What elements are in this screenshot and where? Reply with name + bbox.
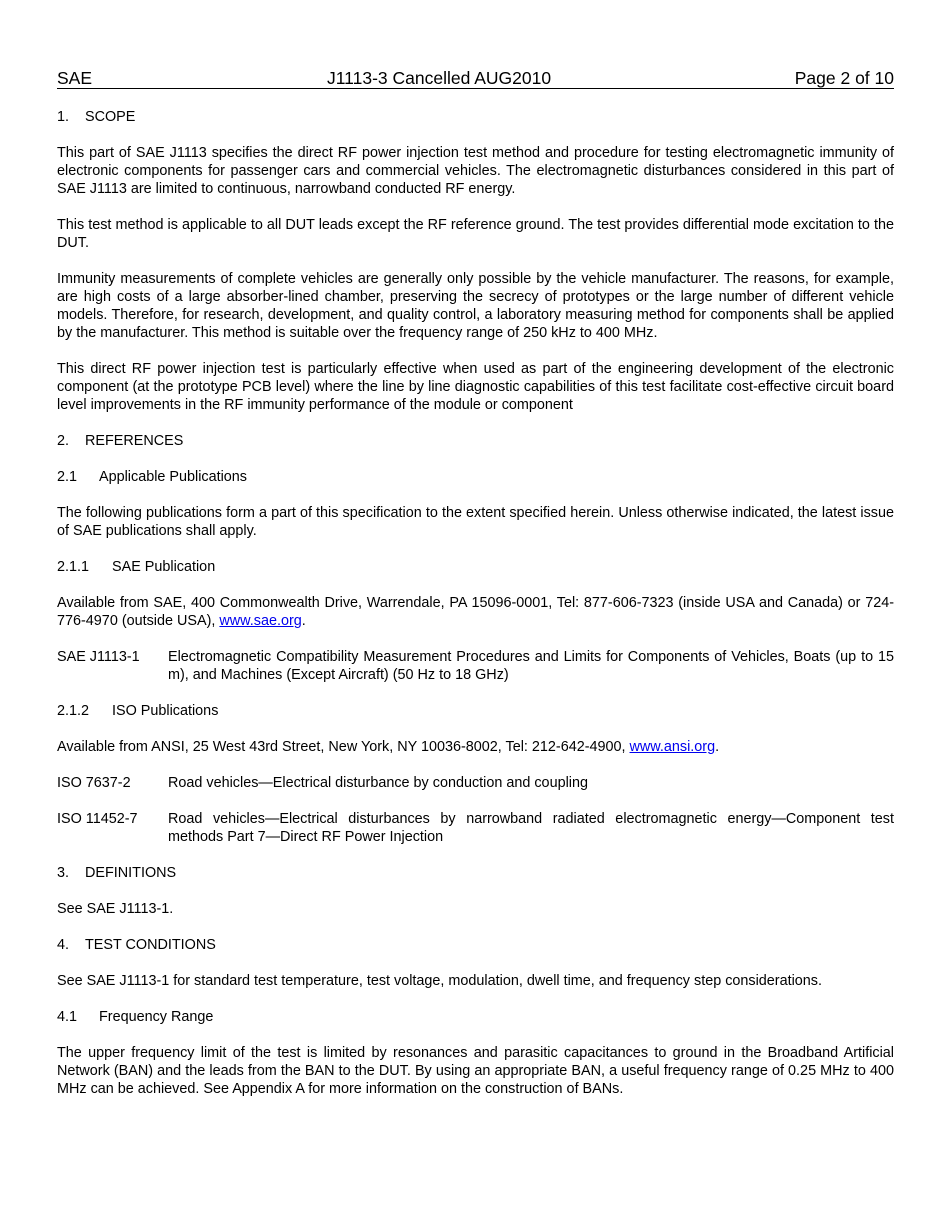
subsection-number: 2.1.2 bbox=[57, 703, 90, 719]
reference-entry bbox=[57, 774, 894, 792]
header-doc-id: J1113-3 Cancelled AUG2010 bbox=[327, 68, 552, 88]
sae-website-link[interactable]: www.sae.org bbox=[219, 613, 302, 629]
section-heading-scope bbox=[57, 108, 894, 126]
ansi-availability-text: Available from ANSI, 25 West 43rd Street, New York, NY 10036-8002, Tel: 212-642-4900, www.ansi.org. bbox=[57, 739, 720, 755]
section-title: TEST CONDITIONS bbox=[85, 937, 216, 953]
test-conditions-text: See SAE J1113-1 for standard test temperature, test voltage, modulation, dwell time, and frequency step considerations. bbox=[57, 973, 822, 989]
page-header bbox=[57, 68, 894, 89]
subsection-title: Applicable Publications bbox=[99, 469, 247, 485]
section-heading-definitions bbox=[57, 864, 894, 882]
reference-id: ISO 7637-2 bbox=[57, 775, 131, 791]
sae-availability-label: Available from SAE, 400 Commonwealth Drive, Warrendale, PA 15096-0001, Tel: 877-606-7323 (inside USA and Canada) or 724-776-4970 (outside USA), bbox=[57, 595, 894, 629]
frequency-range-text: The upper frequency limit of the test is limited by resonances and parasitic capacitances to ground in the Broadband Artificial Network (BAN) and the leads from the BAN to the DUT. By using an appropriate BAN, a useful frequency range of 0.25 MHz to 400 MHz can be achieved. See Appendix A for more information on the construction of BANs. bbox=[57, 1045, 894, 1097]
ansi-website-link[interactable]: www.ansi.org bbox=[629, 739, 716, 755]
section-number: 1. bbox=[57, 109, 70, 125]
reference-id: SAE J1113-1 bbox=[57, 649, 140, 665]
header-page-number: Page 2 of 10 bbox=[794, 68, 894, 88]
ansi-availability-label: Available from ANSI, 25 West 43rd Street, New York, NY 10036-8002, Tel: 212-642-4900, bbox=[57, 739, 626, 755]
section-heading-references bbox=[57, 432, 894, 450]
section-heading-test-conditions bbox=[57, 936, 894, 954]
reference-title: Electromagnetic Compatibility Measurement Procedures and Limits for Components of Vehicles, Boats (up to 15 m), and Machines (Except Aircraft) (50 Hz to 18 GHz) bbox=[168, 649, 894, 683]
subsection-number: 2.1.1 bbox=[57, 559, 90, 575]
reference-title: Road vehicles—Electrical disturbances by narrowband radiated electromagnetic energy—Component test methods Part 7—Direct RF Power Injection bbox=[168, 811, 894, 845]
subsection-heading-2-1 bbox=[57, 468, 894, 486]
section-number: 2. bbox=[57, 433, 70, 449]
definitions-text: See SAE J1113-1. bbox=[57, 901, 174, 917]
applicable-publications-text: The following publications form a part of this specification to the extent specified herein. Unless otherwise indicated, the latest issue of SAE publications shall apply. bbox=[57, 505, 894, 539]
scope-paragraph-1: This part of SAE J1113 specifies the direct RF power injection test method and procedure for testing electromagnetic immunity of electronic components for passenger cars and commercial vehicles. The electromagnetic disturbances considered in this part of SAE J1113 are limited to continuous, narrowband conducted RF energy. bbox=[57, 145, 894, 197]
section-number: 4. bbox=[57, 937, 70, 953]
subsection-title: ISO Publications bbox=[112, 703, 219, 719]
scope-paragraph-4: This direct RF power injection test is particularly effective when used as part of the engineering development of the electronic component (at the prototype PCB level) where the line by line diagnostic capabilities of this test facilitate cost-effective circuit board level improvements in the RF immunity performance of the module or component bbox=[57, 361, 894, 413]
subsection-title: Frequency Range bbox=[99, 1009, 214, 1025]
subsection-heading-4-1 bbox=[57, 1008, 894, 1026]
header-org: SAE bbox=[57, 68, 93, 88]
section-title: DEFINITIONS bbox=[85, 865, 177, 881]
subsection-number: 2.1 bbox=[57, 469, 78, 485]
reference-entry bbox=[57, 648, 894, 684]
section-title: SCOPE bbox=[85, 109, 136, 125]
section-number: 3. bbox=[57, 865, 70, 881]
subsection-heading-2-1-2 bbox=[57, 702, 894, 720]
scope-paragraph-3: Immunity measurements of complete vehicles are generally only possible by the vehicle manufacturer. The reasons, for example, are high costs of a large absorber-lined chamber, preserving the secrecy of prototypes or the large number of different vehicle models. Therefore, for research, development, and quality control, a laboratory measuring method for components shall be applied by the manufacturer. This method is suitable over the frequency range of 250 kHz to 400 MHz. bbox=[57, 271, 894, 341]
subsection-heading-2-1-1 bbox=[57, 558, 894, 576]
document-body bbox=[57, 108, 894, 1116]
subsection-title: SAE Publication bbox=[112, 559, 216, 575]
section-title: REFERENCES bbox=[85, 433, 184, 449]
reference-title: Road vehicles—Electrical disturbance by conduction and coupling bbox=[168, 775, 588, 791]
reference-entry bbox=[57, 810, 894, 846]
sae-availability-text: Available from SAE, 400 Commonwealth Drive, Warrendale, PA 15096-0001, Tel: 877-606-7323 (inside USA and Canada) or 724-776-4970 (outside USA), www.sae.org. bbox=[57, 595, 894, 629]
reference-id: ISO 11452-7 bbox=[57, 811, 138, 827]
scope-paragraph-2: This test method is applicable to all DUT leads except the RF reference ground. The test provides differential mode excitation to the DUT. bbox=[57, 217, 894, 251]
subsection-number: 4.1 bbox=[57, 1009, 78, 1025]
